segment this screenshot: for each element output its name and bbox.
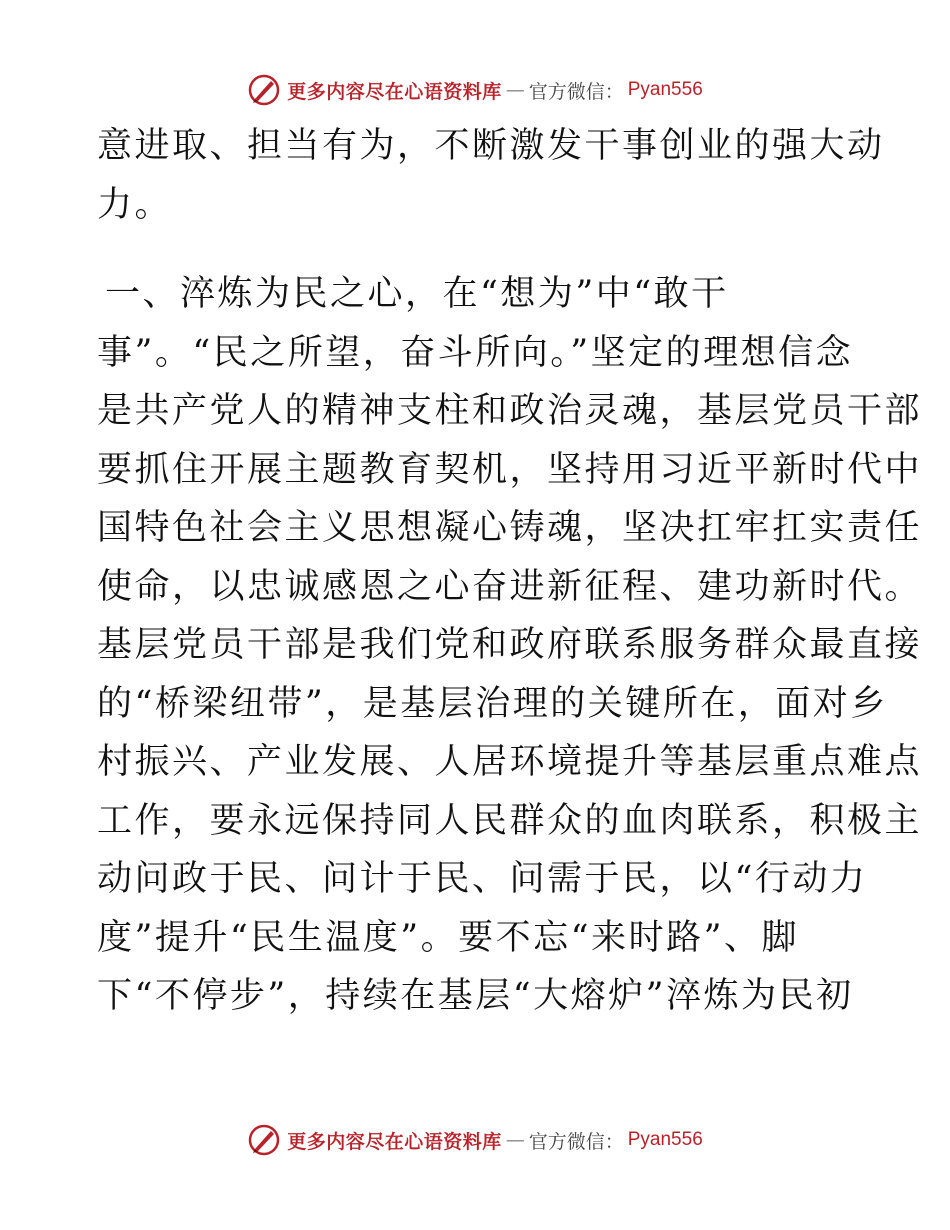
body-line: 基层党员干部是我们党和政府联系服务群众最直接 [97,625,923,665]
body-line: 国特色社会主义思想凝心铸魂，坚决扛牢扛实责任 [97,508,923,548]
logo-pen-icon [247,1123,281,1157]
watermark-handle: Pyan556 [627,1129,703,1150]
watermark-brand: 更多内容尽在心语资料库 [287,80,502,103]
body-line: 力。 [97,184,173,225]
body-line: 动问政于民、问计于民、问需于民，以“行动力 [97,859,868,899]
document-body [97,117,923,1026]
watermark-official-label: 官方微信： [528,80,624,103]
body-line: 工作，要永远保持同人民群众的血肉联系，积极主 [97,800,923,841]
body-line: 度”提升“民生温度”。要不忘“来时路”、脚 [97,917,799,958]
body-line: 是共产党人的精神支柱和政治灵魂，基层党员干部 [97,391,923,431]
body-line: 使命，以忠诚感恩之心奋进新征程、建功新时代。 [97,566,923,607]
logo-pen-icon [247,73,281,107]
body-line: 下“不停步”，持续在基层“大熔炉”淬炼为民初 [97,976,854,1016]
body-line: 意进取、担当有为，不断激发干事创业的强大动 [97,126,885,166]
body-line: 的“桥梁纽带”，是基层治理的关键所在，面对乡 [97,683,888,724]
watermark-separator: — [505,79,525,101]
watermark-official-label: 官方微信： [528,1130,624,1153]
section-heading: 一、淬炼为民之心，在“想为”中“敢干 [105,274,729,314]
watermark-brand: 更多内容尽在心语资料库 [287,1130,502,1153]
body-line: 要抓住开展主题教育契机，坚持用习近平新时代中 [97,449,923,490]
watermark-handle: Pyan556 [627,79,703,100]
body-line: 事”。“民之所望，奋斗所向。”坚定的理想信念 [97,332,854,373]
watermark-separator: — [505,1129,525,1151]
footer-watermark [0,1120,950,1160]
body-line: 村振兴、产业发展、人居环境提升等基层重点难点 [97,742,923,782]
header-watermark [0,70,950,110]
